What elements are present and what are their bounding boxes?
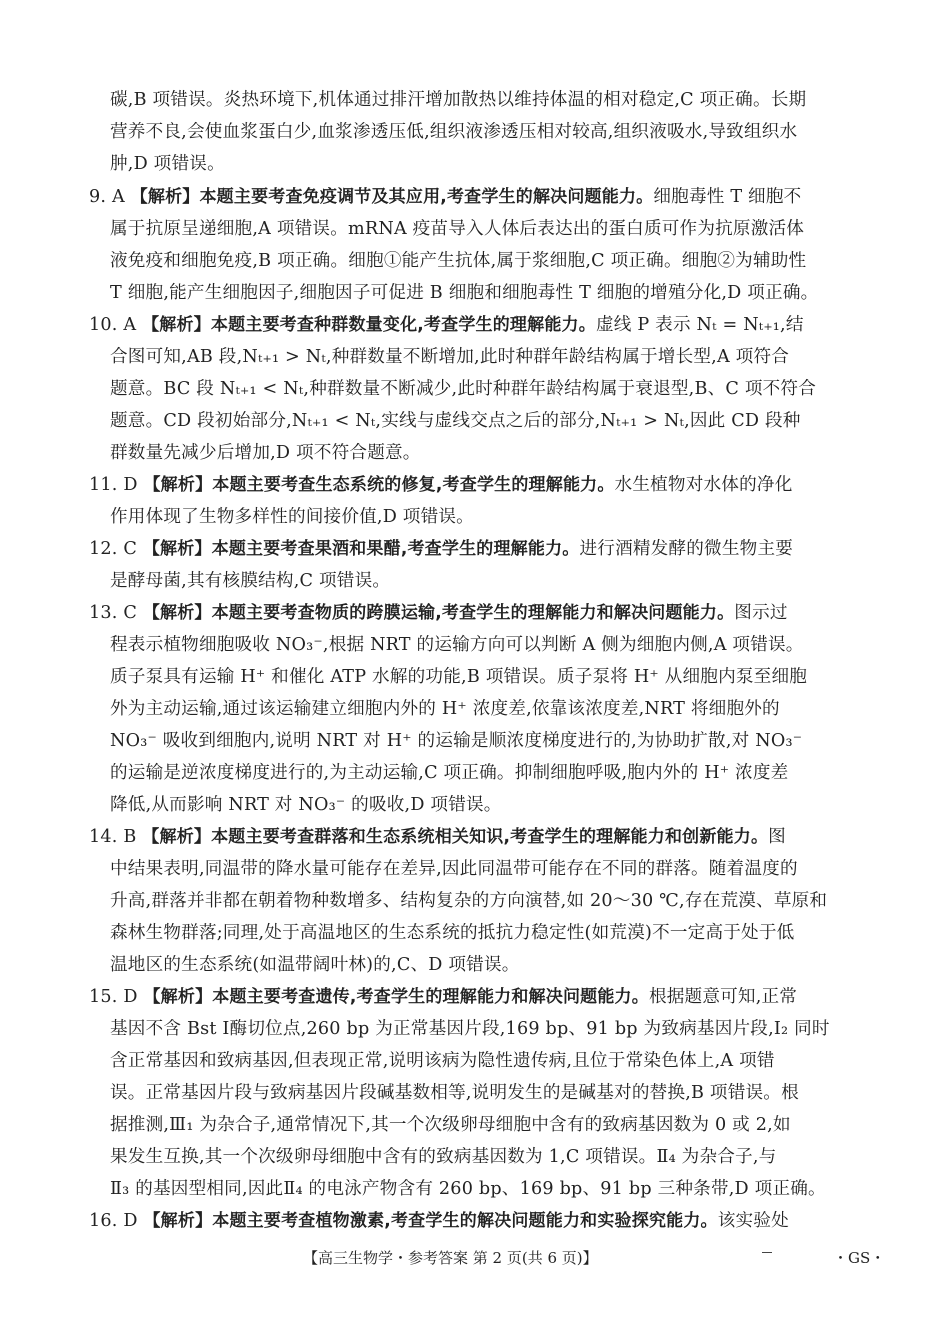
- text-run: 含正常基因和致病基因,但表现正常,说明该病为隐性遗传病,且位于常染色体上,A 项错: [110, 1051, 775, 1071]
- text-run: 根据题意可知,正常: [648, 987, 798, 1007]
- text-line: [110, 635, 804, 655]
- text-run: 森林生物群落;同理,处于高温地区的生态系统的抵抗力稳定性(如荒漠)不一定高于处于低: [110, 923, 795, 943]
- text-line: [89, 315, 804, 335]
- text-line: [110, 90, 806, 110]
- text-run: T 细胞,能产生细胞因子,细胞因子可促进 B 细胞和细胞毒性 T 细胞的增殖分化,D 项正确。: [110, 283, 819, 303]
- text-line: [89, 987, 797, 1007]
- text-line: [110, 571, 390, 591]
- text-run: Ⅱ₃ 的基因型相同,因此Ⅱ₄ 的电泳产物含有 260 bp、169 bp、91 bp 三种条带,D 项正确。: [110, 1179, 826, 1199]
- text-run: 合图可知,AB 段,Nₜ₊₁ > Nₜ,种群数量不断增加,此时种群年龄结构属于增长型,A 项符合: [110, 347, 790, 367]
- text-line: [89, 539, 793, 559]
- text-run: 进行酒精发酵的微生物主要: [579, 539, 794, 559]
- analysis-heading: 【解析】本题主要考查遗传,考查学生的理解能力和解决问题能力。: [143, 987, 649, 1007]
- text-line: [110, 219, 804, 239]
- text-run: 基因不含 Bst Ⅰ酶切位点,260 bp 为正常基因片段,169 bp、91 bp 为致病基因片段,Ⅰ₂ 同时: [110, 1019, 830, 1039]
- text-line: [89, 603, 788, 623]
- analysis-heading: 【解析】本题主要考查种群数量变化,考查学生的理解能力。: [142, 315, 596, 335]
- page-footer-code: ・GS・: [833, 1249, 886, 1267]
- text-run: 题意。BC 段 Nₜ₊₁ < Nₜ,种群数量不断减少,此时种群年龄结构属于衰退型,B、C 项不符合: [110, 379, 817, 399]
- text-run: 16. D: [89, 1211, 144, 1231]
- text-run: 升高,群落并非都在朝着物种数增多、结构复杂的方向演替,如 20～30 ℃,存在荒漠、草原和: [110, 891, 828, 911]
- text-run: 温地区的生态系统(如温带阔叶林)的,C、D 项错误。: [110, 955, 520, 975]
- text-run: 液免疫和细胞免疫,B 项正确。细胞①能产生抗体,属于浆细胞,C 项正确。细胞②为辅助性: [110, 251, 807, 271]
- text-line: [89, 187, 801, 207]
- text-run: 图: [768, 827, 786, 847]
- text-run: 误。正常基因片段与致病基因片段碱基数相等,说明发生的是碱基对的替换,B 项错误。根: [110, 1083, 799, 1103]
- text-run: 营养不良,会使血浆蛋白少,血浆渗透压低,组织液渗透压相对较高,组织液吸水,导致组织水: [110, 122, 798, 142]
- text-run: 外为主动运输,通过该运输建立细胞内外的 H⁺ 浓度差,依靠该浓度差,NRT 将细胞外的: [110, 699, 780, 719]
- text-line: [110, 763, 788, 783]
- text-run: 该实验处: [717, 1211, 789, 1231]
- text-line: [110, 443, 421, 463]
- text-run: 12. C: [89, 539, 143, 559]
- analysis-heading: 【解析】本题主要考查生态系统的修复,考查学生的理解能力。: [143, 475, 615, 495]
- analysis-heading: 【解析】本题主要考查物质的跨膜运输,考查学生的理解能力和解决问题能力。: [142, 603, 735, 623]
- text-run: 肿,D 项错误。: [110, 154, 225, 174]
- text-run: 中结果表明,同温带的降水量可能存在差异,因此同温带可能存在不同的群落。随着温度的: [110, 859, 798, 879]
- text-run: 的运输是逆浓度梯度进行的,为主动运输,C 项正确。抑制细胞呼吸,胞内外的 H⁺ 浓度差: [110, 763, 789, 783]
- text-line: [110, 122, 797, 142]
- text-line: [110, 699, 780, 719]
- text-run: 质子泵具有运输 H⁺ 和催化 ATP 水解的功能,B 项错误。质子泵将 H⁺ 从细胞内泵至细胞: [110, 667, 808, 687]
- text-line: [110, 411, 801, 431]
- text-line: [89, 827, 786, 847]
- text-run: 9. A: [89, 187, 131, 207]
- text-run: 细胞毒性 T 细胞不: [653, 187, 802, 207]
- text-line: [110, 379, 816, 399]
- text-line: [110, 347, 789, 367]
- text-line: [110, 1051, 775, 1071]
- text-line: [110, 154, 225, 174]
- text-run: 11. D: [89, 475, 144, 495]
- text-run: 虚线 P 表示 Nₜ = Nₜ₊₁,结: [595, 315, 804, 335]
- text-run: 作用体现了生物多样性的间接价值,D 项错误。: [110, 507, 474, 527]
- text-run: 题意。CD 段初始部分,Nₜ₊₁ < Nₜ,实线与虚线交点之后的部分,Nₜ₊₁ > Nₜ,因此 CD 段种: [110, 411, 801, 431]
- text-run: 是酵母菌,其有核膜结构,C 项错误。: [110, 571, 391, 591]
- text-line: [89, 475, 793, 495]
- text-run: 属于抗原呈递细胞,A 项错误。mRNA 疫苗导入人体后表达出的蛋白质可作为抗原激活体: [110, 219, 805, 239]
- text-line: [110, 731, 802, 751]
- page-footer-title: 【高三生物学・参考答案 第 2 页(共 6 页)】: [303, 1249, 598, 1267]
- text-line: [110, 859, 798, 879]
- text-run: 降低,从而影响 NRT 对 NO₃⁻ 的吸收,D 项错误。: [110, 795, 502, 815]
- text-run: 图示过: [734, 603, 788, 623]
- text-line: [110, 1115, 791, 1135]
- footer-divider: [762, 1251, 772, 1253]
- text-line: [110, 1083, 799, 1103]
- analysis-heading: 【解析】本题主要考查果酒和果醋,考查学生的理解能力。: [142, 539, 580, 559]
- text-line: [110, 1179, 826, 1199]
- text-run: 水生植物对水体的净化: [614, 475, 793, 495]
- text-run: 13. C: [89, 603, 143, 623]
- text-line: [110, 507, 474, 527]
- text-line: [110, 891, 827, 911]
- text-run: 果发生互换,其一个次级卵母细胞中含有的致病基因数为 1,C 项错误。Ⅱ₄ 为杂合子,与: [110, 1147, 777, 1167]
- text-line: [110, 283, 818, 303]
- text-run: 据推测,Ⅲ₁ 为杂合子,通常情况下,其一个次级卵母细胞中含有的致病基因数为 0 或 2,如: [110, 1115, 791, 1135]
- text-line: [110, 1147, 776, 1167]
- text-line: [110, 955, 520, 975]
- text-run: 群数量先减少后增加,D 项不符合题意。: [110, 443, 421, 463]
- text-line: [110, 923, 794, 943]
- text-line: [110, 795, 502, 815]
- text-run: 15. D: [89, 987, 144, 1007]
- text-run: 碳,B 项错误。炎热环境下,机体通过排汗增加散热以维持体温的相对稳定,C 项正确。长期: [110, 90, 807, 110]
- text-line: [89, 1211, 789, 1231]
- text-run: 14. B: [89, 827, 143, 847]
- text-line: [110, 667, 807, 687]
- text-run: 程表示植物细胞吸收 NO₃⁻,根据 NRT 的运输方向可以判断 A 侧为细胞内侧,A 项错误。: [110, 635, 804, 655]
- analysis-heading: 【解析】本题主要考查免疫调节及其应用,考查学生的解决问题能力。: [130, 187, 654, 207]
- text-run: 10. A: [89, 315, 143, 335]
- text-line: [110, 1019, 830, 1039]
- analysis-heading: 【解析】本题主要考查植物激素,考查学生的解决问题能力和实验探究能力。: [143, 1211, 718, 1231]
- analysis-heading: 【解析】本题主要考查群落和生态系统相关知识,考查学生的理解能力和创新能力。: [142, 827, 769, 847]
- text-run: NO₃⁻ 吸收到细胞内,说明 NRT 对 H⁺ 的运输是顺浓度梯度进行的,为协助扩散,对 NO₃⁻: [110, 731, 803, 751]
- text-line: [110, 251, 806, 271]
